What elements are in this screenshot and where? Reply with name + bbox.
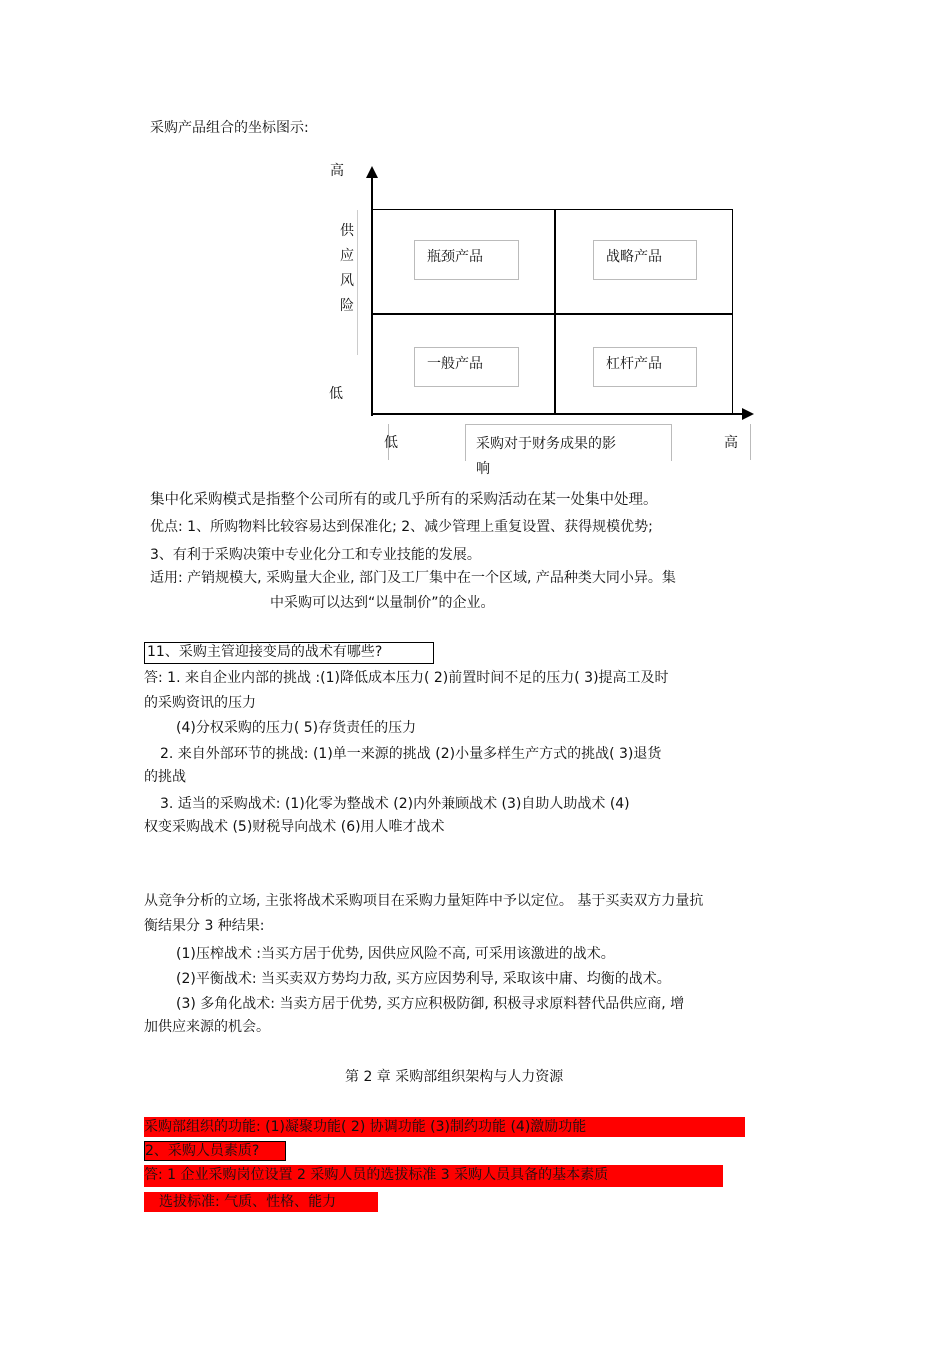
y-label-divider (357, 210, 358, 355)
centralized-advantages-1: 优点: 1、所购物料比较容易达到保准化; 2、减少管理上重复设置、获得规模优势; (150, 519, 653, 535)
quadrant-label: 战略产品 (606, 249, 662, 265)
competition-item1: (1)压榨战术 :当买方居于优势, 因供应风险不高, 可采用该激进的战术。 (176, 946, 615, 962)
centralized-applicable-2: 中采购可以达到“以量制价”的企业。 (270, 595, 495, 611)
y-low-label: 低 (329, 386, 343, 402)
x-axis-arrow-icon (742, 408, 754, 420)
matrix-horizontal-divider (372, 313, 733, 315)
chapter2-criteria: 选拔标准: 气质、性格、能力 (144, 1192, 378, 1212)
chapter2-functions: 采购部组织的功能: (1)凝聚功能( 2) 协调功能 (3)制约功能 (4)激励功能 (144, 1117, 745, 1137)
y-axis-arrow-icon (366, 166, 378, 178)
y-axis-char: 供 (340, 223, 354, 239)
competition-item3: (3) 多角化战术: 当卖方居于优势, 买方应积极防御, 积极寻求原料替代品供应商, 增 (176, 996, 685, 1012)
competition-line2: 衡结果分 3 种结果: (144, 918, 265, 934)
chapter2-title: 第 2 章 采购部组织架构与人力资源 (345, 1069, 564, 1085)
x-low-box (372, 424, 398, 460)
y-axis-char: 险 (340, 298, 354, 314)
x-high-box (708, 424, 751, 460)
y-high-box (318, 152, 358, 190)
quadrant-label: 杠杆产品 (606, 356, 662, 372)
q11-a3-line2: 权变采购战术 (5)财税导向战术 (6)用人唯才战术 (144, 819, 445, 835)
centralized-definition: 集中化采购模式是指整个公司所有的或几乎所有的采购活动在某一处集中处理。 (150, 492, 658, 508)
q11-a1-line2: 的采购资讯的压力 (144, 695, 256, 711)
quadrant-general (414, 347, 519, 387)
quadrant-label: 一般产品 (427, 356, 483, 372)
quadrant-bottleneck (414, 240, 519, 280)
x-axis-label-line1: 采购对于财务成果的影 (476, 436, 616, 452)
q11-a1-line3: (4)分权采购的压力( 5)存货责任的压力 (176, 720, 417, 736)
chapter2-answer: 答: 1 企业采购岗位设置 2 采购人员的选拔标准 3 采购人员具备的基本素质 (144, 1165, 723, 1187)
matrix-vertical-divider (554, 209, 556, 414)
q11-question: 11、采购主管迎接变局的战术有哪些? (144, 642, 434, 664)
x-high-label: 高 (724, 435, 738, 451)
x-low-label: 低 (384, 435, 398, 451)
competition-item3-cont: 加供应来源的机会。 (144, 1019, 270, 1035)
x-axis-label-box (465, 424, 672, 477)
y-axis-char: 应 (340, 248, 354, 264)
q11-a2-line1: 2. 来自外部环节的挑战: (1)单一来源的挑战 (2)小量多样生产方式的挑战( 3)退货 (160, 746, 662, 762)
q11-a3-line1: 3. 适当的采购战术: (1)化零为整战术 (2)内外兼顾战术 (3)自助人助战术 (4) (160, 796, 630, 812)
q11-a2-line2: 的挑战 (144, 769, 186, 785)
quadrant-leverage (593, 347, 697, 387)
quadrant-strategic (593, 240, 697, 280)
competition-item2: (2)平衡战术: 当买卖双方势均力敌, 买方应因势利导, 采取该中庸、均衡的战术。 (176, 971, 671, 987)
diagram-caption: 采购产品组合的坐标图示: (150, 120, 309, 136)
x-axis-label-line2: 响 (476, 461, 490, 477)
quadrant-label: 瓶颈产品 (427, 249, 483, 265)
centralized-advantages-2: 3、有利于采购决策中专业化分工和专业技能的发展。 (150, 547, 481, 563)
centralized-applicable-1: 适用: 产销规模大, 采购量大企业, 部门及工厂集中在一个区域, 产品种类大同小异。集 (150, 570, 676, 586)
y-high-label: 高 (330, 163, 344, 179)
chapter2-q2: 2、采购人员素质? (144, 1141, 286, 1161)
q11-a1-line1: 答: 1. 来自企业内部的挑战 :(1)降低成本压力( 2)前置时间不足的压力( 3)提高工及时 (144, 670, 669, 686)
competition-line1: 从竞争分析的立场, 主张将战术采购项目在采购力量矩阵中予以定位。 基于买卖双方力量抗 (144, 893, 704, 909)
y-axis-char: 风 (340, 273, 354, 289)
